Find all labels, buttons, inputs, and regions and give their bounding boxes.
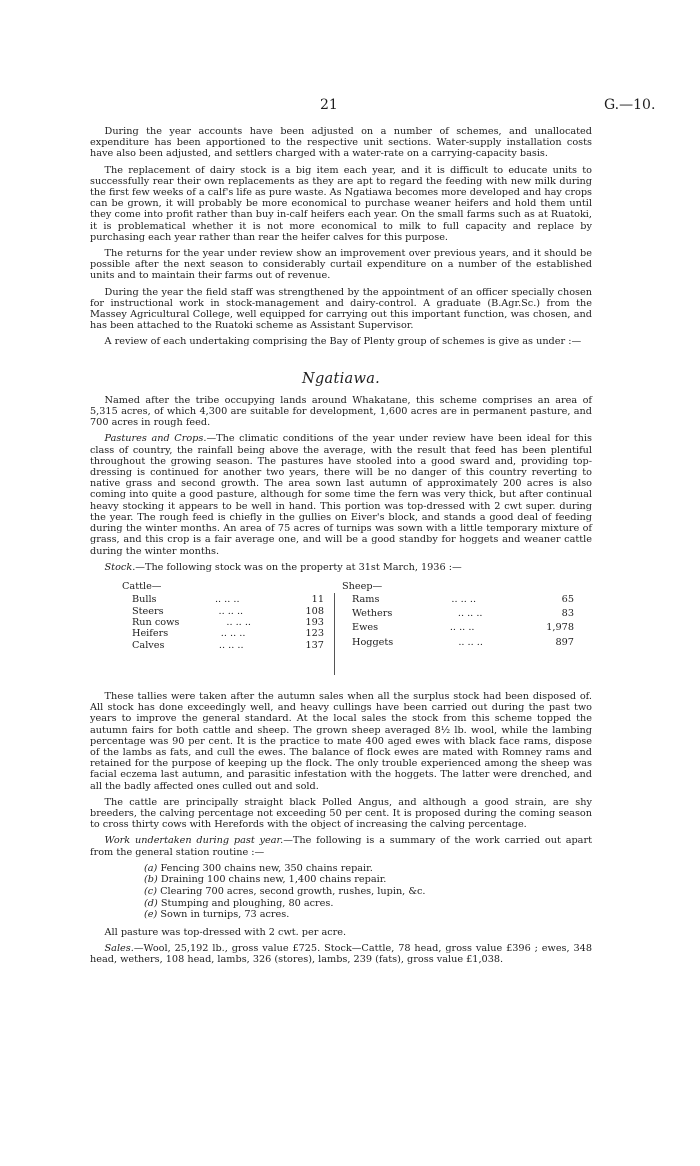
cattle-heading: Cattle—	[122, 580, 162, 592]
cattle-dots: .. .. ..	[218, 639, 244, 651]
ngatiawa-intro-paragraph: Named after the tribe occupying lands around Whakatane, this scheme comprises an area of 5,315 acres, of which 4,300 are suitable for development, 1,600 acres are in permanent pasture, and 700 acres in rough feed.	[90, 394, 592, 429]
cattle-row	[122, 640, 324, 651]
work-item	[144, 863, 592, 875]
pastures-paragraph	[90, 433, 592, 556]
page-number: 21	[320, 97, 338, 113]
topdressed-paragraph: All pasture was top-dressed with 2 cwt. per acre.	[104, 926, 347, 938]
cattle-row	[122, 606, 324, 617]
cattle-dots: .. .. ..	[214, 594, 240, 606]
sheep-row	[342, 637, 574, 651]
cattle-row	[122, 594, 324, 605]
cattle-value: 193	[305, 616, 324, 628]
sheep-name: Ewes	[352, 622, 379, 634]
work-item	[144, 874, 592, 886]
work-item-text: Sown in turnips, 73 acres.	[160, 909, 290, 921]
cattle-value: 11	[311, 594, 324, 606]
stock-text: —The following stock was on the property at 31st March, 1936 :—	[135, 561, 462, 573]
sheep-dots: .. .. ..	[449, 622, 475, 634]
work-item-letter: (d)	[144, 897, 158, 909]
work-item-letter: (c)	[144, 885, 157, 897]
pastures-label: Pastures and Crops.	[104, 433, 207, 445]
work-label: Work undertaken during past year.	[104, 835, 284, 847]
sheep-row	[342, 622, 574, 636]
sheep-name: Hoggets	[352, 636, 394, 648]
cattle-name: Calves	[132, 639, 165, 651]
cattle-column	[122, 581, 324, 651]
cattle-paragraph: The cattle are principally straight black Polled Angus, and although a good strain, are shy breeders, the calving percentage not exceeding 50 per cent. It is proposed during the coming season to cross thirty cows with Herefords with the object of increasing the calving percentage.	[90, 796, 592, 831]
sales-paragraph	[90, 943, 592, 965]
stock-table	[90, 581, 592, 679]
sheep-value: 1,978	[546, 622, 574, 634]
work-item-text: Clearing 700 acres, second growth, rushes, lupin, &c.	[160, 885, 426, 897]
document-reference: G.—10.	[604, 97, 656, 113]
sheep-value: 65	[561, 594, 574, 606]
section-title: Ngatiawa.	[301, 370, 381, 387]
cattle-dots: .. .. ..	[226, 616, 251, 628]
work-item-text: Fencing 300 chains new, 350 chains repair.	[160, 862, 373, 874]
intro-paragraph-4: During the year the field staff was strengthened by the appointment of an officer specially chosen for instructional work in stock-management and dairy-control. A graduate (B.Agr.Sc.) from the Massey Agricultural College, well equipped for carrying out this important function, was chosen, and has been attached to the Ruatoki scheme as Assistant Supervisor.	[90, 286, 592, 332]
sheep-value: 83	[561, 608, 574, 620]
sheep-heading: Sheep—	[342, 580, 383, 592]
work-list	[90, 863, 592, 921]
stock-label: Stock.	[104, 561, 136, 573]
cattle-row	[122, 617, 324, 628]
cattle-name: Steers	[132, 605, 164, 617]
cattle-name: Bulls	[132, 594, 157, 606]
work-paragraph	[90, 835, 592, 857]
pastures-text: —The climatic conditions of the year under review have been ideal for this class of country, the rainfall being above the average, with the result that feed has been plentiful throughout the growing season. The pastures have stooled into a good sward and, providing top-dressing is continued for another two years, there will be no danger of this country reverting to native grass and second growth. The area sown last autumn of approximately 200 acres is also coming into quite a good pasture, although for some time the fern was very thick, but after continual heavy stocking it appears to be well in hand. This portion was top-dressed with 2 cwt super. during the year. The rough feed is chiefly in the gullies on Eiver's block, and stands a good deal of feeding during the winter months. An area of 75 acres of turnips was sown with a little temporary mixture of grass, and this crop is a fair average one, and will be a good standby for hoggets and weaner cattle during the winter months.	[90, 433, 592, 557]
intro-paragraph-1: During the year accounts have been adjusted on a number of schemes, and unallocated expenditure has been apportioned to the respective unit sections. Water-supply installation costs have also been adjusted, and settlers charged with a water-rate on a carrying-capacity basis.	[90, 126, 592, 160]
sheep-row	[342, 608, 574, 622]
cattle-dots: .. .. ..	[220, 628, 246, 640]
work-item-text: Draining 100 chains new, 1,400 chains repair.	[160, 874, 387, 886]
cattle-value: 123	[305, 628, 324, 640]
cattle-value: 137	[305, 639, 324, 651]
sheep-dots: .. .. ..	[458, 636, 483, 648]
cattle-row	[122, 628, 324, 639]
cattle-value: 108	[305, 605, 324, 617]
work-item-letter: (b)	[144, 874, 158, 886]
work-text: —The following is a summary of the work carried out apart from the general station routine :—	[90, 835, 592, 858]
sheep-dots: .. .. ..	[451, 594, 477, 606]
tallies-paragraph: These tallies were taken after the autumn sales when all the surplus stock had been disposed of. All stock has done exceedingly well, and heavy cullings have been carried out during the past two years to improve the general standard. At the local sales the stock from this scheme topped the autumn fairs for both cattle and sheep. The grown sheep averaged 8½ lb. wool, while the lambing percentage was 90 per cent. It is the practice to mate 400 aged ewes with black face rams, dispose of the lambs as fats, and cull the ewes. The balance of flock ewes are mated with Romney rams and retained for the purpose of keeping up the flock. The only trouble experienced among the sheep was facial eczema last autumn, and parasitic infestation with the hoggets. The latter were drenched, and all the badly affected ones culled out and sold.	[90, 690, 592, 792]
column-divider	[334, 593, 335, 675]
work-item-letter: (a)	[144, 862, 158, 874]
work-item	[144, 886, 592, 898]
sheep-row	[342, 594, 574, 608]
sheep-name: Rams	[352, 594, 380, 606]
work-item-text: Stumping and ploughing, 80 acres.	[160, 897, 334, 909]
stock-paragraph	[90, 562, 592, 573]
intro-paragraph-3: The returns for the year under review show an improvement over previous years, and it should be possible after the next season to considerably curtail expenditure on a number of the established units and to maintain their farms out of revenue.	[90, 248, 592, 282]
cattle-name: Run cows	[132, 616, 180, 628]
cattle-name: Heifers	[132, 628, 169, 640]
cattle-dots: .. .. ..	[218, 605, 244, 617]
work-item-letter: (e)	[144, 909, 158, 921]
intro-paragraph-5: A review of each undertaking comprising the Bay of Plenty group of schemes is give as under :—	[104, 336, 582, 348]
work-item	[144, 909, 592, 921]
intro-paragraph-2: The replacement of dairy stock is a big item each year, and it is difficult to educate units to successfully rear their own replacements as they are apt to regard the feeding with new milk during the first few weeks of a calf's life as pure waste. As Ngatiawa becomes more developed and hay crops can be grown, it will probably be more economical to purchase weaner heifers and hold them until they come into profit rather than buy in-calf heifers each year. On the small farms such as at Ruatoki, it is problematical whether it is not more economical to milk to full capacity and replace by purchasing each year rather than rear the heifer calves for this purpose.	[90, 164, 592, 243]
sales-label: Sales.	[104, 942, 134, 954]
sheep-column	[342, 581, 574, 651]
sheep-value: 897	[555, 636, 574, 648]
work-item	[144, 898, 592, 910]
sales-text: —Wool, 25,192 lb., gross value £725. Stock—Cattle, 78 head, gross value £396 ; ewes, 348 head, wethers, 108 head, lambs, 326 (stores), lambs, 239 (fats), gross value £1,038.	[90, 942, 592, 966]
sheep-name: Wethers	[352, 608, 393, 620]
sheep-dots: .. .. ..	[457, 608, 483, 620]
document-body	[90, 126, 592, 970]
